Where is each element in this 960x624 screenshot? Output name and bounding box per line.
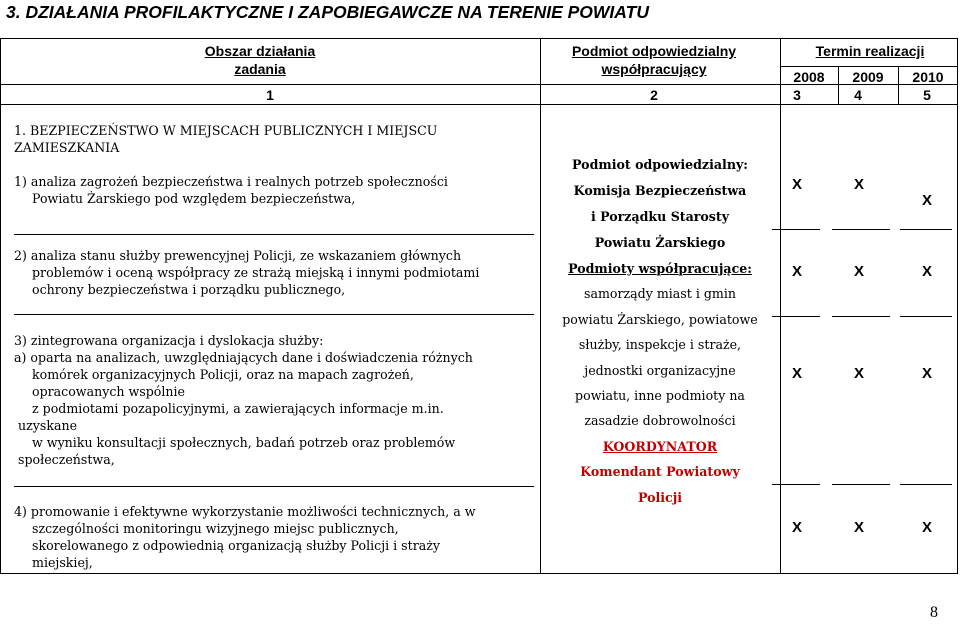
tasks-table	[0, 38, 958, 574]
header-responsible-line2: współpracujący	[601, 61, 707, 77]
header-year-2008: 2008	[793, 69, 825, 85]
column-number: 3	[793, 87, 801, 103]
task-item-2: 2) analiza stanu służby prewencyjnej Policji, ze wskazaniem głównych problemów i oceną współpracy ze strażą miejską i innymi podmiotami ochrony bezpieczeństwa i porządku publicznego,	[14, 248, 480, 297]
column-number: 4	[854, 87, 862, 103]
term-mark: X	[791, 176, 802, 193]
task-item-3: 3) zintegrowana organizacja i dyslokacja służby: a) oparta na analizach, uwzględniających dane i doświadczenia różnych komórek organizacyjnych Policji, oraz na mapach zagrożeń, opracowanych wspólnie z podmiotami pozapolicyjnymi, a zawierających informacje m.in. uzyskane w wyniku konsultacji społecznych, badań potrzeb oraz problemów społeczeństwa,	[14, 333, 473, 467]
term-mark: X	[921, 365, 932, 382]
cooperating-line: zasadzie dobrowolności	[584, 413, 736, 428]
column-number: 1	[266, 87, 274, 103]
column-number: 5	[923, 87, 931, 103]
term-mark: X	[921, 263, 932, 280]
term-separator	[772, 229, 820, 230]
term-mark: X	[791, 365, 802, 382]
term-separator	[900, 484, 952, 485]
term-separator	[832, 316, 890, 317]
term-mark: X	[791, 519, 802, 536]
table-rule	[780, 66, 958, 67]
term-mark: X	[853, 176, 864, 193]
table-rule	[540, 38, 541, 574]
responsible-label: Podmiot odpowiedzialny:	[572, 157, 748, 172]
task-separator	[14, 314, 534, 315]
section-title: 1. BEZPIECZEŃSTWO W MIEJSCACH PUBLICZNYCH I MIEJSCU ZAMIESZKANIA	[14, 123, 438, 155]
term-separator	[900, 316, 952, 317]
cooperating-line: powiatu, inne podmioty na	[575, 388, 745, 403]
cooperating-line: służby, inspekcje i straże,	[578, 337, 742, 352]
header-year-2010: 2010	[912, 69, 944, 85]
cooperating-line: samorządy miast i gmin	[583, 286, 737, 301]
term-mark: X	[791, 263, 802, 280]
cooperating-label: Podmioty współpracujące:	[568, 261, 752, 276]
header-year-2009: 2009	[852, 69, 884, 85]
term-separator	[900, 229, 952, 230]
term-separator	[832, 229, 890, 230]
responsible-line: Powiatu Żarskiego	[594, 235, 726, 250]
section-heading: 3. DZIAŁANIA PROFILAKTYCZNE I ZAPOBIEGAWCZE NA TERENIE POWIATU	[6, 2, 649, 22]
term-mark: X	[921, 519, 932, 536]
task-separator	[14, 486, 534, 487]
task-item-1: 1) analiza zagrożeń bezpieczeństwa i realnych potrzeb społeczności Powiatu Żarskiego pod względem bezpieczeństwa,	[14, 174, 448, 206]
header-responsible-line1: Podmiot odpowiedzialny	[571, 43, 737, 59]
task-separator	[14, 234, 534, 235]
header-term: Termin realizacji	[815, 43, 925, 59]
header-area-line2: zadania	[234, 61, 286, 77]
responsible-line: i Porządku Starosty	[590, 209, 730, 224]
term-separator	[832, 484, 890, 485]
table-rule	[780, 38, 781, 574]
cooperating-line: powiatu Żarskiego, powiatowe	[562, 312, 758, 327]
cooperating-line: jednostki organizacyjne	[584, 363, 736, 378]
table-rule	[0, 104, 958, 105]
task-item-4: 4) promowanie i efektywne wykorzystanie możliwości technicznych, a w szczególności monitoringu wizyjnego miejsc publicznych, skorelowanego z odpowiednią organizacją służby Policji i straży miejskiej,	[14, 504, 476, 570]
responsible-line: Komisja Bezpieczeństwa	[573, 183, 747, 198]
term-separator	[772, 316, 820, 317]
term-mark: X	[853, 365, 864, 382]
term-mark: X	[853, 519, 864, 536]
header-area-line1: Obszar działania	[204, 43, 316, 59]
term-mark: X	[853, 263, 864, 280]
coordinator-line: Komendant Powiatowy	[580, 464, 740, 479]
coordinator-line: Policji	[637, 490, 683, 505]
term-separator	[772, 484, 820, 485]
term-mark: X	[921, 192, 932, 209]
page-number: 8	[930, 604, 938, 621]
coordinator-label: KOORDYNATOR	[602, 439, 718, 454]
column-number: 2	[650, 87, 658, 103]
